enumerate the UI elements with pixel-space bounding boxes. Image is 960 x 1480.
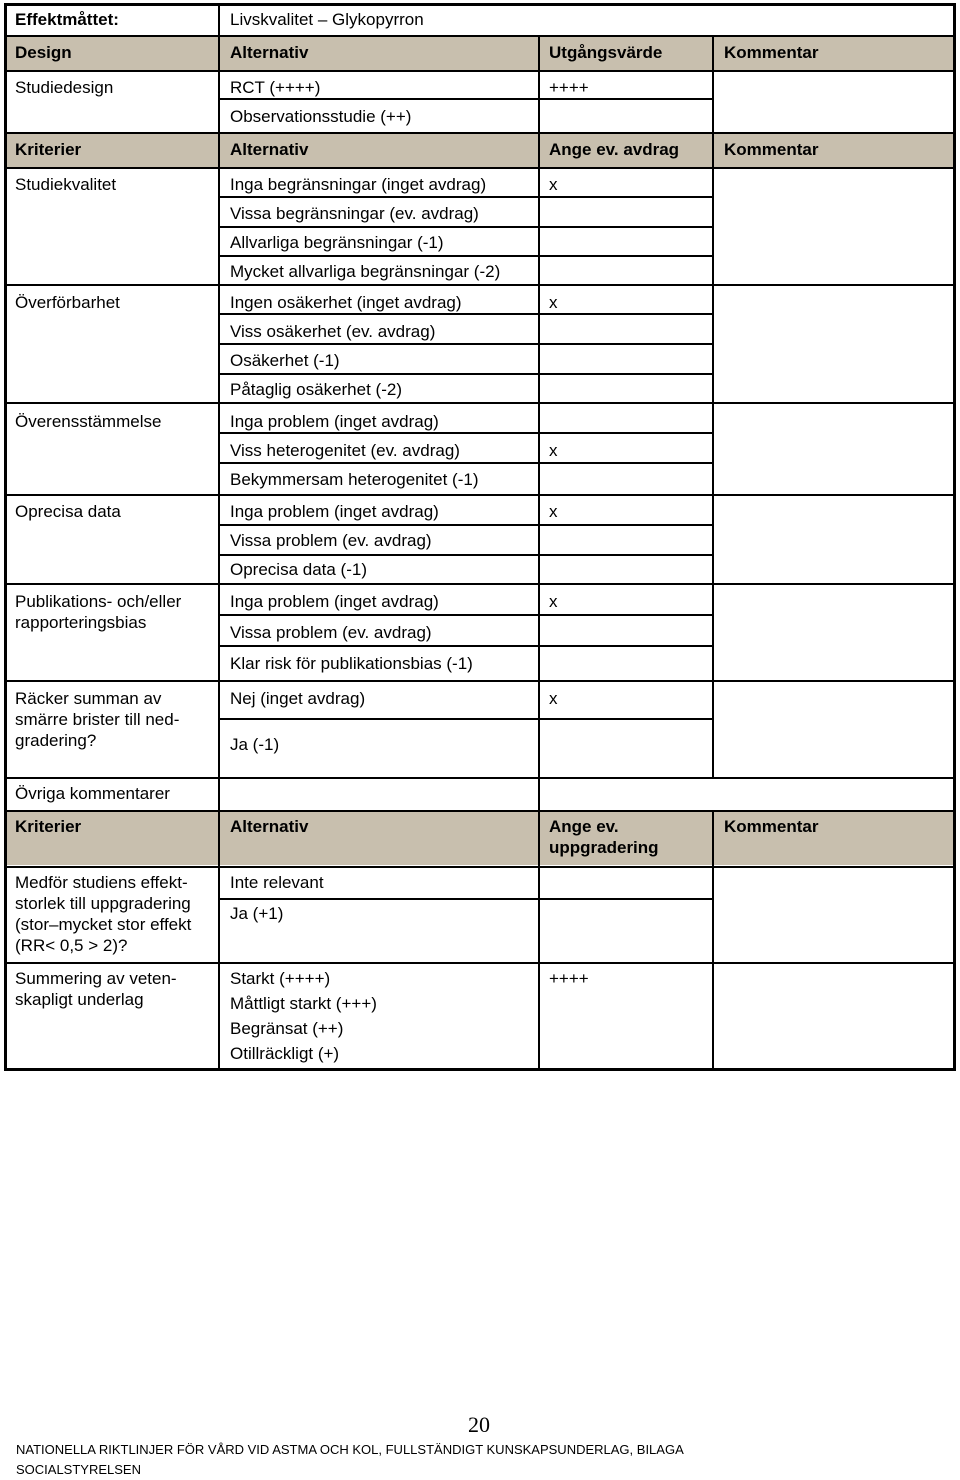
grid-line [218,554,712,556]
grid-line [538,35,540,1070]
grid-line [218,343,712,345]
grid-line [712,583,714,680]
grid-line [218,898,712,900]
footer-org: SOCIALSTYRELSEN [16,1462,141,1477]
header3-kommentar: Kommentar [724,817,819,836]
overforbarhet-opt: Viss osäkerhet (ev. avdrag) [230,322,436,341]
header1-kommentar: Kommentar [724,43,819,62]
header3-alternativ: Alternativ [230,817,309,836]
header3-uppgradering: Ange ev. [549,817,619,836]
overforbarhet-opt: Påtaglig osäkerhet (-2) [230,380,402,399]
oprecisa-mark: x [549,502,558,521]
header1-design: Design [15,43,72,62]
header3-uppgradering: uppgradering [549,838,659,857]
grid-line [218,718,712,720]
grid-line [218,3,220,1070]
grid-line [4,132,956,134]
grid-line [953,3,956,1070]
summering-opt: Begränsat (++) [230,1019,344,1038]
grid-line [4,680,956,682]
publikation-opt: Klar risk för publikationsbias (-1) [230,654,473,673]
medfor-label: (stor–mycket stor effekt [15,915,192,934]
overensstammelse-opt: Viss heterogenitet (ev. avdrag) [230,441,460,460]
grid-line [712,132,714,284]
racker-label: Räcker summan av [15,689,162,708]
studiedesign-label: Studiedesign [15,78,114,97]
overforbarhet-opt: Ingen osäkerhet (inget avdrag) [230,293,462,312]
overforbarhet-mark: x [549,293,558,312]
grid-line [712,680,714,777]
grid-line [4,962,956,964]
page-number: 20 [468,1412,490,1437]
studiekvalitet-opt: Inga begränsningar (inget avdrag) [230,175,487,194]
summering-opt: Måttligt starkt (+++) [230,994,377,1013]
medfor-label: (RR< 0,5 > 2)? [15,936,128,955]
overensstammelse-opt: Inga problem (inget avdrag) [230,412,439,431]
grid-line [4,3,956,6]
medfor-opt: Ja (+1) [230,904,284,923]
medfor-label: Medför studiens effekt- [15,873,188,892]
effekt-label: Effektmåttet: [15,10,119,29]
grid-line [218,432,712,434]
grid-line [218,524,712,526]
publikation-label: Publikations- och/eller [15,592,182,611]
oprecisa-opt: Vissa problem (ev. avdrag) [230,531,432,550]
studiekvalitet-opt: Allvarliga begränsningar (-1) [230,233,444,252]
grid-line [4,810,956,812]
publikation-opt: Inga problem (inget avdrag) [230,592,439,611]
racker-label: smärre brister till ned- [15,710,180,729]
grid-line [218,98,712,100]
header2-avdrag: Ange ev. avdrag [549,140,680,159]
header2-kommentar: Kommentar [724,140,819,159]
studiekvalitet-opt: Mycket allvarliga begränsningar (-2) [230,262,501,281]
grid-line [712,810,714,1070]
footer-title: NATIONELLA RIKTLINJER FÖR VÅRD VID ASTMA OCH KOL, FULLSTÄNDIGT KUNSKAPSUNDERLAG, BILAGA [16,1442,684,1457]
overforbarhet-label: Överförbarhet [15,293,120,312]
summering-opt: Otillräckligt (+) [230,1044,340,1063]
overensstammelse-opt: Bekymmersam heterogenitet (-1) [230,470,479,489]
grid-line [4,866,956,868]
grid-line [4,402,956,404]
grid-line [218,645,712,647]
grid-line [4,1068,956,1071]
ovriga-label: Övriga kommentarer [15,784,170,803]
racker-mark: x [549,689,558,708]
grid-line [4,583,956,585]
overforbarhet-opt: Osäkerhet (-1) [230,351,340,370]
studiekvalitet-mark: x [549,175,558,194]
racker-label: gradering? [15,731,97,750]
studiedesign-value: ++++ [549,78,589,97]
grid-line [712,284,714,402]
grid-line [712,35,714,132]
medfor-label: storlek till uppgradering [15,894,191,913]
header1-utgangsvarde: Utgångsvärde [549,43,663,62]
grid-line [4,3,7,1070]
overensstammelse-label: Överensstämmelse [15,412,162,431]
publikation-opt: Vissa problem (ev. avdrag) [230,623,432,642]
publikation-label: rapporteringsbias [15,613,147,632]
grid-line [218,462,712,464]
grid-line [218,226,712,228]
summering-opt: Starkt (++++) [230,969,331,988]
grid-line [4,777,956,779]
summering-label: skapligt underlag [15,990,144,1009]
summering-value: ++++ [549,969,589,988]
publikation-mark: x [549,592,558,611]
grid-line [4,167,956,169]
overensstammelse-mark: x [549,441,558,460]
grid-line [712,494,714,583]
oprecisa-label: Oprecisa data [15,502,121,521]
medfor-opt: Inte relevant [230,873,324,892]
summering-label: Summering av veten- [15,969,177,988]
studiekvalitet-opt: Vissa begränsningar (ev. avdrag) [230,204,479,223]
effekt-value: Livskvalitet – Glykopyrron [230,10,424,29]
racker-opt: Ja (-1) [230,735,280,754]
grid-line [218,196,712,198]
header2-kriterier: Kriterier [15,140,82,159]
grid-line [4,284,956,286]
grid-line [712,402,714,494]
studiekvalitet-label: Studiekvalitet [15,175,117,194]
grid-line [218,373,712,375]
grid-line [4,70,956,72]
grid-line [218,614,712,616]
studiedesign-alt-rct: RCT (++++) [230,78,321,97]
studiedesign-alt-obs: Observationsstudie (++) [230,107,412,126]
header2-alternativ: Alternativ [230,140,309,159]
grid-line [4,35,956,37]
racker-opt: Nej (inget avdrag) [230,689,366,708]
oprecisa-opt: Inga problem (inget avdrag) [230,502,439,521]
header1-alternativ: Alternativ [230,43,309,62]
oprecisa-opt: Oprecisa data (-1) [230,560,367,579]
grid-line [218,313,712,315]
grid-line [218,255,712,257]
grid-line [4,494,956,496]
header3-kriterier: Kriterier [15,817,82,836]
